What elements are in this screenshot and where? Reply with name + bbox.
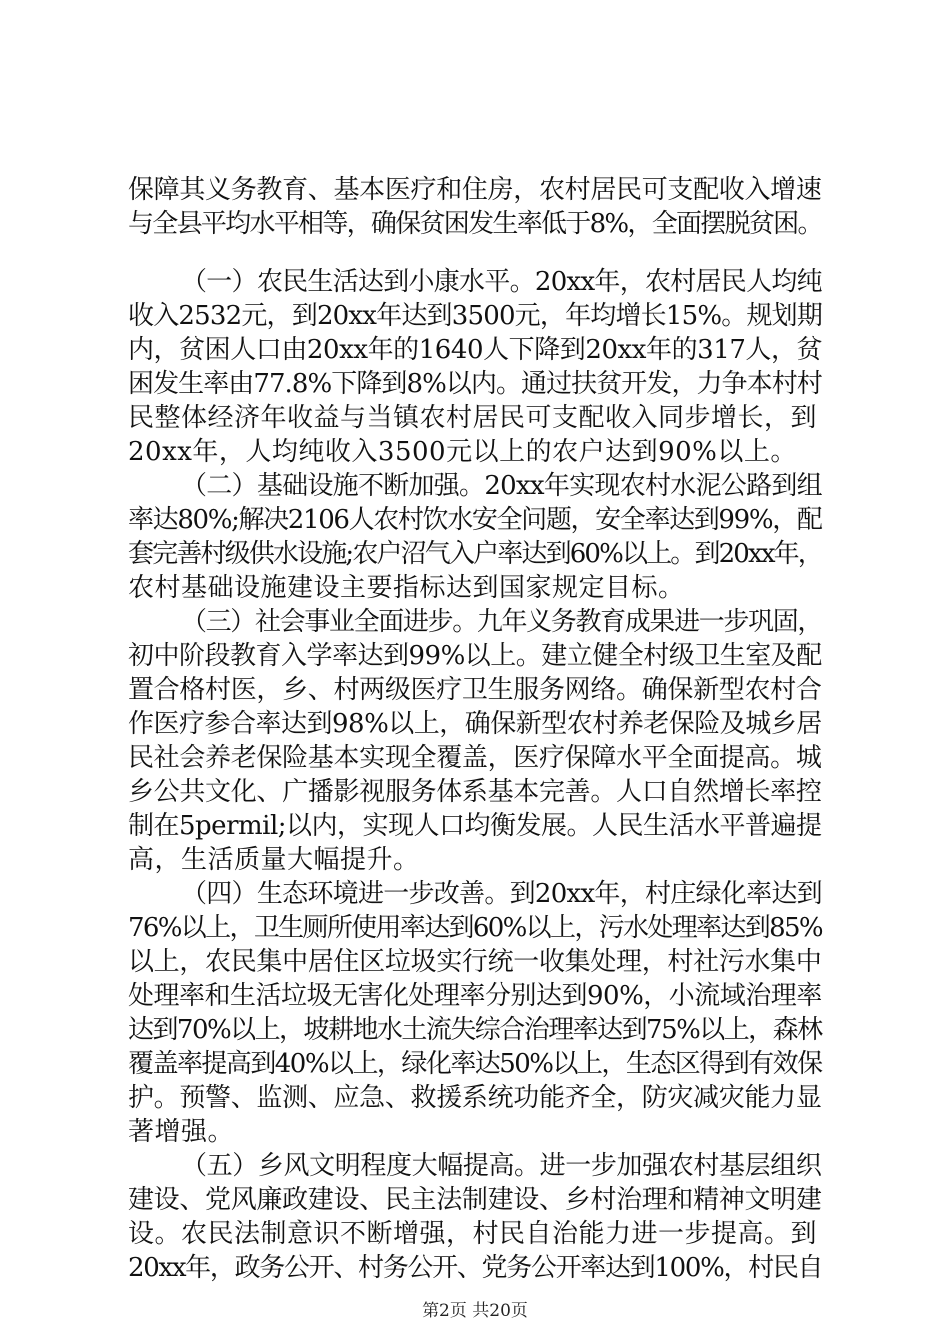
paragraph-5-line: （五）乡风文明程度大幅提高。进一步加强农村基层组织 — [181, 1151, 822, 1181]
paragraph-4-line: 覆盖率提高到40%以上，绿化率达50%以上，生态区得到有效保 — [128, 1049, 822, 1079]
paragraph-5-line: 建设、党风廉政建设、民主法制建设、乡村治理和精神文明建 — [128, 1185, 822, 1215]
paragraph-4-line: 达到70%以上，坡耕地水土流失综合治理率达到75%以上，森林 — [128, 1015, 822, 1045]
paragraph-4-line: 护。预警、监测、应急、救援系统功能齐全，防灾减灾能力显 — [128, 1083, 822, 1113]
paragraph-intro-line: 与全县平均水平相等，确保贫困发生率低于8%，全面摆脱贫困。 — [128, 209, 822, 239]
paragraph-3-line: 乡公共文化、广播影视服务体系基本完善。人口自然增长率控 — [128, 777, 822, 807]
paragraph-1-line: 困发生率由77.8%下降到8%以内。通过扶贫开发，力争本村村 — [128, 369, 822, 399]
paragraph-3-line: 作医疗参合率达到98%以上，确保新型农村养老保险及城乡居 — [128, 709, 822, 739]
paragraph-5-line: 设。农民法制意识不断增强，村民自治能力进一步提高。到 — [128, 1219, 818, 1249]
page-number-footer: 第2页 共20页 — [422, 1301, 528, 1321]
paragraph-1-line: 收入2532元，到20xx年达到3500元，年均增长15%。规划期 — [128, 301, 823, 331]
paragraph-3-line: （三）社会事业全面进步。九年义务教育成果进一步巩固， — [181, 607, 823, 637]
paragraph-3-line: 置合格村医，乡、村两级医疗卫生服务网络。确保新型农村合 — [128, 675, 822, 705]
paragraph-intro-line: 保障其义务教育、基本医疗和住房，农村居民可支配收入增速 — [128, 175, 822, 205]
paragraph-3-line: 民社会养老保险基本实现全覆盖，医疗保障水平全面提高。城 — [128, 743, 822, 773]
paragraph-2-line: （二）基础设施不断加强。20xx年实现农村水泥公路到组 — [181, 471, 822, 501]
paragraph-4-line: 著增强。 — [128, 1117, 235, 1147]
paragraph-1-line: （一）农民生活达到小康水平。20xx年，农村居民人均纯 — [181, 267, 822, 297]
paragraph-4-line: 76%以上，卫生厕所使用率达到60%以上，污水处理率达到85% — [128, 913, 822, 943]
paragraph-2-line: 套完善村级供水设施;农户沼气入户率达到60%以上。到20xx年， — [128, 539, 822, 569]
paragraph-1-line: 20xx年，人均纯收入3500元以上的农户达到90%以上。 — [128, 437, 797, 467]
paragraph-3-line: 高，生活质量大幅提升。 — [128, 845, 420, 875]
paragraph-3-line: 初中阶段教育入学率达到99%以上。建立健全村级卫生室及配 — [128, 641, 822, 671]
paragraph-1-line: 内，贫困人口由20xx年的1640人下降到20xx年的317人，贫 — [128, 335, 823, 365]
paragraph-4-line: 处理率和生活垃圾无害化处理率分别达到90%，小流域治理率 — [128, 981, 822, 1011]
paragraph-5-line: 20xx年，政务公开、村务公开、党务公开率达到100%，村民自 — [128, 1253, 823, 1283]
paragraph-4-line: 以上，农民集中居住区垃圾实行统一收集处理，村社污水集中 — [128, 947, 822, 977]
paragraph-4-line: （四）生态环境进一步改善。到20xx年，村庄绿化率达到 — [181, 879, 822, 909]
paragraph-3-line: 制在5permil;以内，实现人口均衡发展。人民生活水平普遍提 — [128, 811, 822, 841]
paragraph-2-line: 率达80%;解决2106人农村饮水安全问题，安全率达到99%，配 — [128, 505, 822, 535]
paragraph-2-line: 农村基础设施建设主要指标达到国家规定目标。 — [128, 573, 685, 603]
paragraph-1-line: 民整体经济年收益与当镇农村居民可支配收入同步增长，到 — [128, 403, 818, 433]
